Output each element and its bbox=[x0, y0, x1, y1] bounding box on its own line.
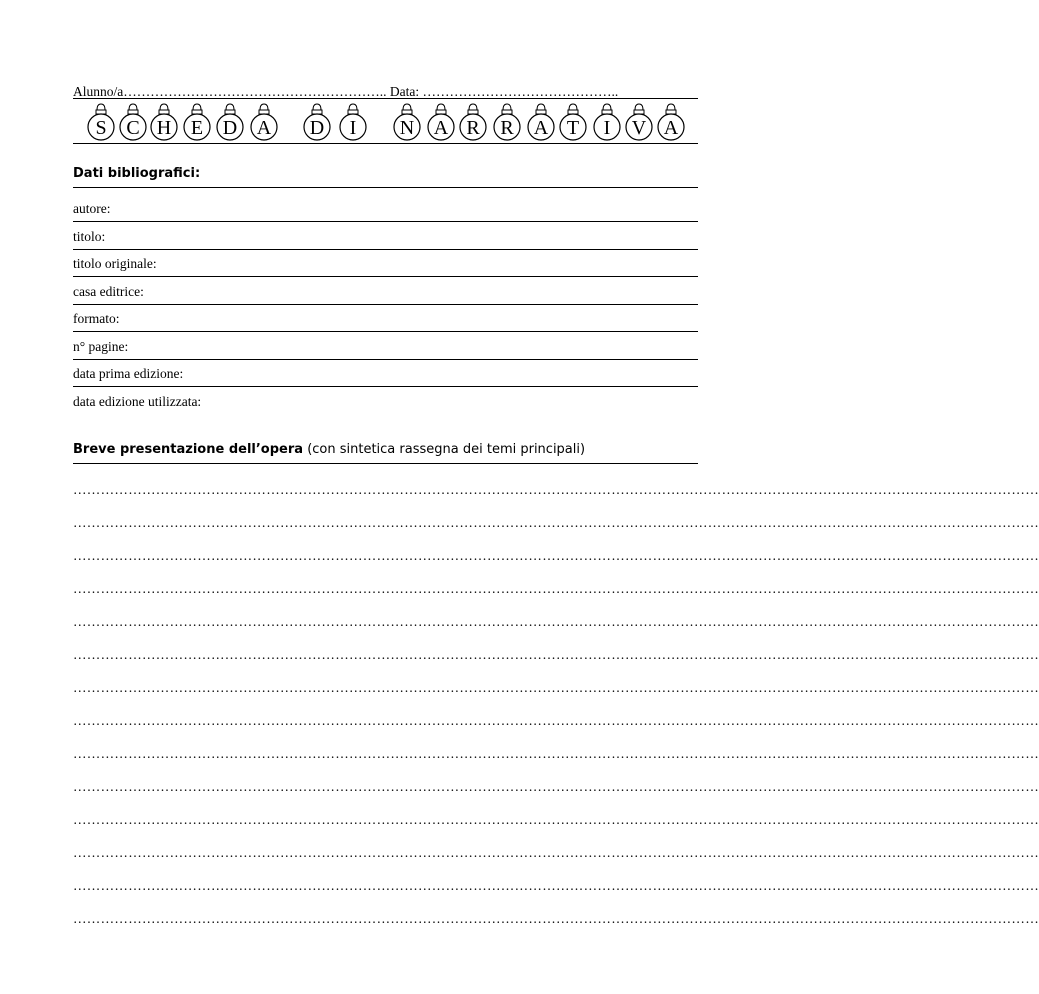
field-label: formato: bbox=[73, 311, 120, 326]
title-letter-ornament bbox=[251, 104, 277, 140]
field-row[interactable] bbox=[73, 256, 698, 277]
title-letter-ornament bbox=[460, 104, 486, 140]
title-letter-ornament bbox=[658, 104, 684, 140]
presentation-heading bbox=[73, 442, 698, 464]
field-label: titolo originale: bbox=[73, 256, 157, 271]
dotted-writing-line[interactable]: ………………………………………………………………………………………………………………………………………………………………………………………… bbox=[73, 911, 1039, 926]
dotted-writing-line[interactable]: ………………………………………………………………………………………………………………………………………………………………………………………… bbox=[73, 548, 1039, 563]
title-letter-ornament bbox=[304, 104, 330, 140]
field-row[interactable] bbox=[73, 311, 698, 332]
title-letter-ornament bbox=[88, 104, 114, 140]
field-row[interactable] bbox=[73, 229, 698, 250]
title-letter: H bbox=[156, 117, 172, 139]
field-row[interactable] bbox=[73, 339, 698, 360]
field-row[interactable] bbox=[73, 366, 698, 387]
field-row[interactable] bbox=[73, 284, 698, 305]
title-letter: R bbox=[500, 117, 514, 139]
title-letter-ornament bbox=[560, 104, 586, 140]
field-label: titolo: bbox=[73, 228, 106, 244]
title-letter-ornament bbox=[340, 104, 366, 140]
title-letter-ornament bbox=[184, 104, 210, 140]
title-letter-ornament bbox=[217, 104, 243, 140]
dotted-writing-line[interactable]: ………………………………………………………………………………………………………………………………………………………………………………………… bbox=[73, 482, 1039, 497]
field-row[interactable] bbox=[73, 201, 698, 222]
title-letter-ornament bbox=[494, 104, 520, 140]
dotted-writing-line[interactable]: ………………………………………………………………………………………………………………………………………………………………………………………… bbox=[73, 680, 1039, 695]
title-letter: T bbox=[566, 117, 580, 139]
dotted-writing-line[interactable]: ………………………………………………………………………………………………………………………………………………………………………………………… bbox=[73, 746, 1039, 761]
title-letter-ornament bbox=[394, 104, 420, 140]
dotted-writing-line[interactable]: ………………………………………………………………………………………………………………………………………………………………………………………… bbox=[73, 779, 1039, 794]
field-label: n° pagine: bbox=[73, 338, 129, 354]
title-letter: D bbox=[222, 117, 238, 139]
field-label: data edizione utilizzata: bbox=[73, 393, 202, 409]
title-letter-ornament bbox=[626, 104, 652, 140]
student-name-blank[interactable]: ………………………………………………….. bbox=[123, 84, 387, 99]
field-row[interactable] bbox=[73, 394, 698, 414]
title-letter-ornament bbox=[428, 104, 454, 140]
dotted-writing-line[interactable]: ………………………………………………………………………………………………………………………………………………………………………………………… bbox=[73, 614, 1039, 629]
dotted-writing-line[interactable]: ………………………………………………………………………………………………………………………………………………………………………………………… bbox=[73, 812, 1039, 827]
title-letter-ornament bbox=[528, 104, 554, 140]
presentation-heading-bold: Breve presentazione dell’opera bbox=[73, 442, 304, 457]
title-letter: D bbox=[309, 117, 325, 139]
title-letter: A bbox=[663, 117, 679, 139]
dotted-writing-line[interactable]: ………………………………………………………………………………………………………………………………………………………………………………………… bbox=[73, 647, 1039, 662]
title-letter: A bbox=[533, 117, 549, 139]
student-label: Alunno/a bbox=[73, 84, 124, 99]
title-letter-ornament bbox=[594, 104, 620, 140]
presentation-heading-note: (con sintetica rassegna dei temi principali) bbox=[307, 442, 586, 457]
page-title bbox=[73, 98, 698, 144]
title-letter: V bbox=[631, 117, 647, 139]
dotted-writing-line[interactable]: ………………………………………………………………………………………………………………………………………………………………………………………… bbox=[73, 581, 1039, 596]
date-blank[interactable]: …………………………………….. bbox=[422, 84, 619, 99]
date-label: Data: bbox=[389, 84, 420, 99]
title-letter: S bbox=[95, 117, 107, 139]
field-label: casa editrice: bbox=[73, 283, 144, 299]
dotted-writing-line[interactable]: ………………………………………………………………………………………………………………………………………………………………………………………… bbox=[73, 515, 1039, 530]
title-letter: E bbox=[190, 117, 204, 139]
ornament-title bbox=[73, 99, 698, 143]
field-label: autore: bbox=[73, 201, 111, 216]
title-letter: A bbox=[256, 117, 272, 139]
title-letter: I bbox=[349, 117, 357, 139]
title-letter-ornament bbox=[151, 104, 177, 140]
title-letter: A bbox=[433, 117, 449, 139]
dotted-writing-line[interactable]: ………………………………………………………………………………………………………………………………………………………………………………………… bbox=[73, 878, 1039, 893]
title-letter: N bbox=[399, 117, 415, 139]
title-letter: C bbox=[126, 117, 140, 139]
title-letter-ornament bbox=[120, 104, 146, 140]
title-letter: R bbox=[466, 117, 480, 139]
bibliographic-heading: Dati bibliografici: bbox=[73, 166, 698, 188]
field-label: data prima edizione: bbox=[73, 366, 184, 381]
dotted-writing-line[interactable]: ………………………………………………………………………………………………………………………………………………………………………………………… bbox=[73, 713, 1039, 728]
title-letter: I bbox=[603, 117, 611, 139]
dotted-writing-line[interactable]: ………………………………………………………………………………………………………………………………………………………………………………………… bbox=[73, 845, 1039, 860]
